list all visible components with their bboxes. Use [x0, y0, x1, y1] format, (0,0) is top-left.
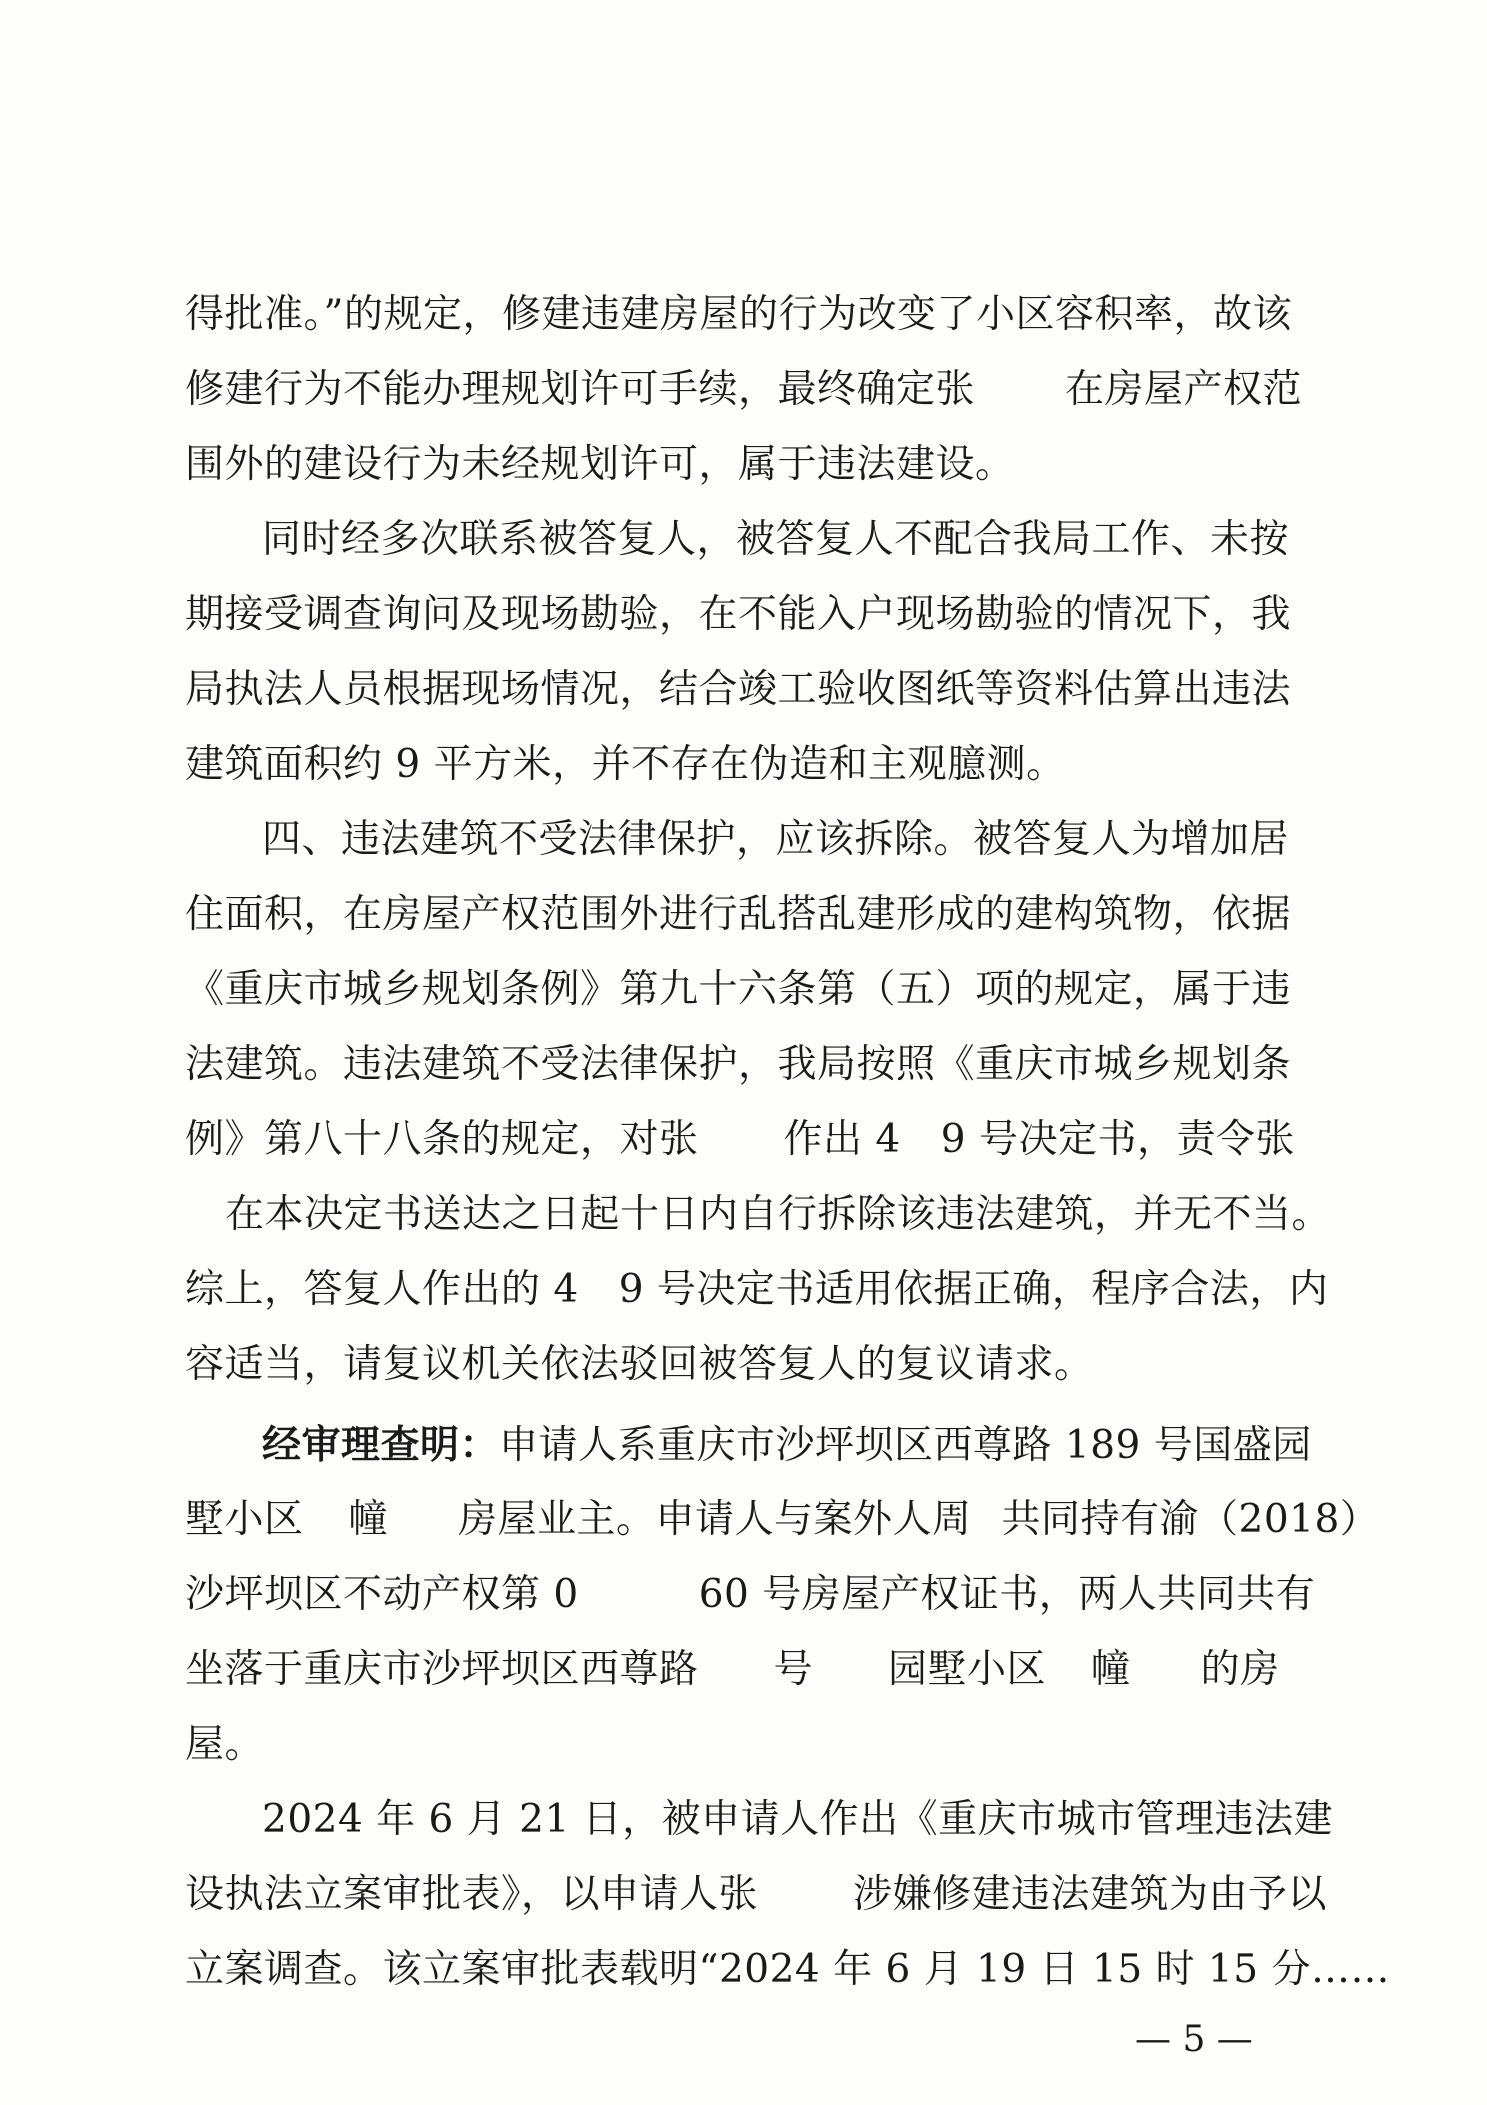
redaction [1046, 1647, 1091, 1686]
text-line: 坐落于重庆市沙坪坝区西尊路 号 园墅小区 幢 的房 [185, 1647, 1280, 1692]
text-line: 住面积，在房屋产权范围外进行乱搭乱建形成的建构筑物，依据 [185, 892, 1292, 937]
text-line: 同时经多次联系被答复人，被答复人不配合我局工作、未按 [262, 517, 1290, 562]
redaction [975, 367, 1065, 406]
redaction [901, 1117, 941, 1156]
text-line: 修建行为不能办理规划许可手续，最终确定张 在房屋产权范 [185, 367, 1303, 412]
text-line: 屋。 [185, 1722, 265, 1767]
redaction [699, 1117, 784, 1156]
text-line: 四、违法建筑不受法律保护，应该拆除。被答复人为增加居 [262, 817, 1290, 862]
text-line: 建筑面积约 9 平方米，并不存在伪造和主观臆测。 [185, 742, 1066, 787]
redaction [304, 1497, 349, 1536]
redaction [758, 1872, 853, 1911]
section-heading: 经审理查明： [262, 1422, 500, 1468]
text-line: 经审理查明：申请人系重庆市沙坪坝区西尊路 189 号国盛园 [262, 1422, 1312, 1468]
text-line: 在本决定书送达之日起十日内自行拆除该违法建筑，并无不当。 [185, 1185, 1305, 1245]
text-line: 《重庆市城乡规划条例》第九十六条第（五）项的规定，属于违 [185, 967, 1292, 1012]
text-line: 围外的建设行为未经规划许可，属于违法建设。 [185, 442, 1015, 487]
text-line: 沙坪坝区不动产权第 0 60 号房屋产权证书，两人共同共有 [185, 1572, 1316, 1617]
redaction [579, 1267, 619, 1306]
redaction [813, 1647, 888, 1686]
redaction [972, 1497, 1002, 1536]
redaction [699, 1647, 774, 1686]
text-line: 得批准。”的规定，修建违建房屋的行为改变了小区容积率，故该 [185, 292, 1292, 337]
page-number: — 5 — [1135, 2019, 1253, 2060]
text-line: 立案调查。该立案审批表载明“2024 年 6 月 19 日 15 时 15 分…… [185, 1947, 1390, 1992]
text-line: 法建筑。违法建筑不受法律保护，我局按照《重庆市城乡规划条 [185, 1042, 1292, 1087]
text-line: 局执法人员根据现场情况，结合竣工验收图纸等资料估算出违法 [185, 667, 1292, 712]
redaction [388, 1497, 458, 1536]
text-line: 期接受调查询问及现场勘验，在不能入户现场勘验的情况下，我 [185, 592, 1292, 637]
text-line: 墅小区 幢 房屋业主。申请人与案外人周 共同持有渝（2018） [185, 1497, 1380, 1542]
redaction [185, 1192, 225, 1231]
text-line: 例》第八十八条的规定，对张 作出 4 9 号决定书，责令张 [185, 1117, 1295, 1162]
redaction [579, 1572, 699, 1611]
text-line: 2024 年 6 月 21 日，被申请人作出《重庆市城市管理违法建 [262, 1797, 1334, 1842]
redaction [1131, 1647, 1201, 1686]
text-line: 综上，答复人作出的 4 9 号决定书适用依据正确，程序合法，内 [185, 1267, 1329, 1312]
text-line: 容适当，请复议机关依法驳回被答复人的复议请求。 [185, 1342, 1094, 1387]
text-line: 设执法立案审批表》，以申请人张 涉嫌修建违法建筑为由予以 [185, 1872, 1328, 1917]
